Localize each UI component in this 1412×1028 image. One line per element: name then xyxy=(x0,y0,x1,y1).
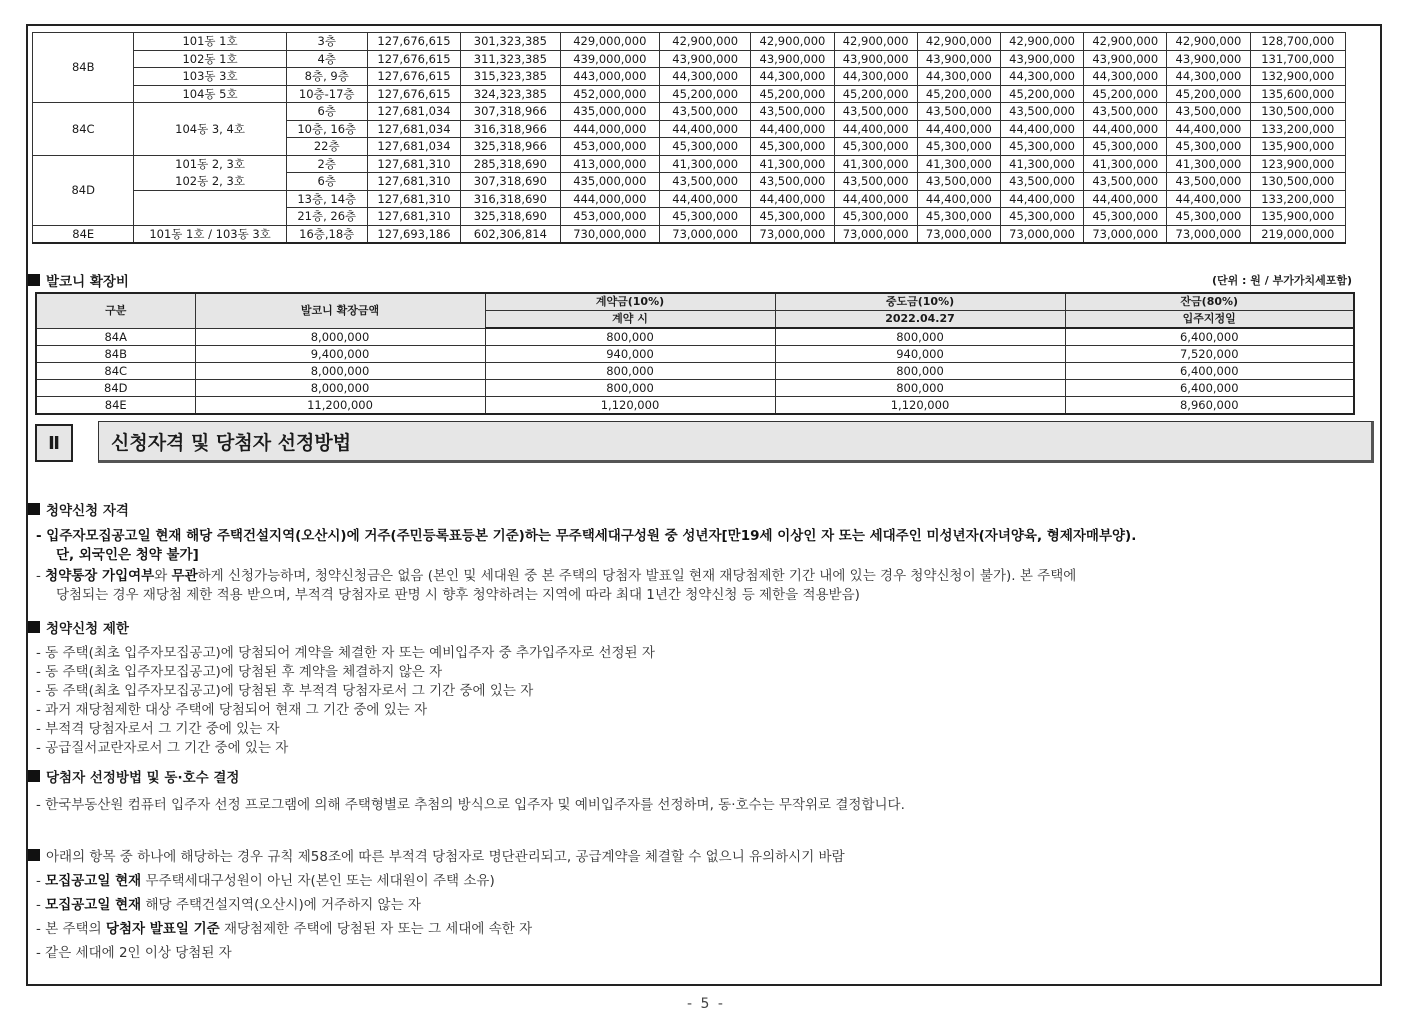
balcony-row xyxy=(36,363,1354,380)
emph-text: 모집공고일 현재 xyxy=(45,873,142,889)
floor-cell: 4층 xyxy=(286,50,367,68)
balcony-cell: 84A xyxy=(36,328,195,346)
bullet-square-icon xyxy=(28,621,40,633)
amount-cell: 132,900,000 xyxy=(1250,68,1345,86)
bullet-square-icon xyxy=(28,770,40,782)
amount-cell: 42,900,000 xyxy=(1084,33,1167,51)
page-number: - 5 - xyxy=(687,996,725,1012)
balcony-cell: 800,000 xyxy=(485,380,775,397)
price-row xyxy=(33,50,1346,68)
amount-cell: 315,323,385 xyxy=(461,68,560,86)
balcony-cell: 84E xyxy=(36,397,195,415)
header-type: 구분 xyxy=(36,293,195,328)
amount-cell: 127,681,310 xyxy=(367,190,460,208)
balcony-row xyxy=(36,328,1354,346)
amount-cell: 307,318,966 xyxy=(461,103,560,121)
amount-cell: 444,000,000 xyxy=(560,120,659,138)
amount-cell: 44,400,000 xyxy=(1000,120,1083,138)
amount-cell: 730,000,000 xyxy=(560,225,659,243)
amount-cell: 45,300,000 xyxy=(1167,138,1250,156)
amount-cell: 44,400,000 xyxy=(660,190,751,208)
qualification-title-text: 청약신청 자격 xyxy=(46,503,129,519)
amount-cell: 44,300,000 xyxy=(834,68,917,86)
amount-cell: 435,000,000 xyxy=(560,103,659,121)
amount-cell: 73,000,000 xyxy=(751,225,834,243)
amount-cell: 45,300,000 xyxy=(660,208,751,226)
amount-cell: 44,300,000 xyxy=(1084,68,1167,86)
floor-cell: 2층 xyxy=(286,155,367,173)
notice-intro xyxy=(28,845,845,865)
qualification-line-2b: 당첨되는 경우 재당첨 제한 적용 받으며, 부적격 당첨자로 판명 시 향후 청약하려는 지역에 따라 최대 1년간 청약신청 등 제한을 적용받음) xyxy=(56,587,860,603)
header-balance: 잔금(80%) xyxy=(1065,293,1354,311)
amount-cell: 131,700,000 xyxy=(1250,50,1345,68)
header-deposit-sub: 계약 시 xyxy=(485,311,775,329)
balcony-cell: 800,000 xyxy=(775,363,1065,380)
qualification-line-1b: 단, 외국인은 청약 불가] xyxy=(56,547,199,563)
amount-cell: 285,318,690 xyxy=(461,155,560,173)
amount-cell: 127,676,615 xyxy=(367,68,460,86)
amount-cell: 316,318,966 xyxy=(461,120,560,138)
floor-cell: 22층 xyxy=(286,138,367,156)
floor-cell: 16층,18층 xyxy=(286,225,367,243)
emph-text: 무관 xyxy=(171,568,198,584)
header-deposit: 계약금(10%) xyxy=(485,293,775,311)
amount-cell: 324,323,385 xyxy=(461,85,560,103)
balcony-cell: 8,000,000 xyxy=(195,380,485,397)
amount-cell: 127,693,186 xyxy=(367,225,460,243)
balcony-row xyxy=(36,346,1354,363)
amount-cell: 45,200,000 xyxy=(834,85,917,103)
restriction-item: - 부적격 당첨자로서 그 기간 중에 있는 자 xyxy=(36,721,280,737)
building-cell xyxy=(134,190,286,225)
amount-cell: 45,300,000 xyxy=(1084,208,1167,226)
text: 해당 주택건설지역(오산시)에 거주하지 않는 자 xyxy=(141,897,421,913)
amount-cell: 45,200,000 xyxy=(1084,85,1167,103)
type-cell: 84D xyxy=(33,155,134,225)
amount-cell: 45,300,000 xyxy=(751,138,834,156)
header-amount: 발코니 확장금액 xyxy=(195,293,485,328)
building-cell: 101동 1호 / 103동 3호 xyxy=(134,225,286,243)
chapter-title: 신청자격 및 당첨자 선정방법 xyxy=(98,421,1374,463)
amount-cell: 43,500,000 xyxy=(751,173,834,191)
amount-cell: 44,300,000 xyxy=(751,68,834,86)
amount-cell: 44,400,000 xyxy=(917,190,1000,208)
header-middle: 중도금(10%) xyxy=(775,293,1065,311)
amount-cell: 127,681,310 xyxy=(367,155,460,173)
amount-cell: 325,318,966 xyxy=(461,138,560,156)
building-cell: 103동 3호 xyxy=(134,68,286,86)
qualification-line-1: - 입주자모집공고일 현재 해당 주택건설지역(오산시)에 거주(주민등록표등본 기준)하는 무주택세대구성원 중 성년자[만19세 이상인 자 또는 세대주인 미성년자(자녀양육, 형제자매부양). xyxy=(36,528,1137,544)
amount-cell: 45,300,000 xyxy=(1167,208,1250,226)
balcony-cell: 8,000,000 xyxy=(195,328,485,346)
amount-cell: 444,000,000 xyxy=(560,190,659,208)
restriction-item: - 동 주택(최초 입주자모집공고)에 당첨되어 계약을 체결한 자 또는 예비입주자 중 추가입주자로 선정된 자 xyxy=(36,645,655,661)
header-middle-sub: 2022.04.27 xyxy=(775,311,1065,329)
amount-cell: 44,400,000 xyxy=(834,120,917,138)
amount-cell: 45,300,000 xyxy=(917,138,1000,156)
notice-item-1: - 모집공고일 현재 무주택세대구성원이 아닌 자(본인 또는 세대원이 주택 소유) xyxy=(36,873,495,889)
amount-cell: 42,900,000 xyxy=(834,33,917,51)
amount-cell: 44,400,000 xyxy=(751,190,834,208)
balcony-cell: 1,120,000 xyxy=(485,397,775,415)
balcony-cell: 7,520,000 xyxy=(1065,346,1354,363)
amount-cell: 452,000,000 xyxy=(560,85,659,103)
amount-cell: 127,676,615 xyxy=(367,33,460,51)
floor-cell: 6층 xyxy=(286,103,367,121)
type-cell: 84B xyxy=(33,33,134,103)
amount-cell: 44,300,000 xyxy=(1000,68,1083,86)
amount-cell: 413,000,000 xyxy=(560,155,659,173)
balcony-cell: 800,000 xyxy=(775,380,1065,397)
text: 무주택세대구성원이 아닌 자(본인 또는 세대원이 주택 소유) xyxy=(141,873,495,889)
amount-cell: 43,500,000 xyxy=(751,103,834,121)
amount-cell: 45,300,000 xyxy=(660,138,751,156)
balcony-cell: 84D xyxy=(36,380,195,397)
amount-cell: 127,681,034 xyxy=(367,120,460,138)
amount-cell: 44,400,000 xyxy=(1000,190,1083,208)
text: - 본 주택의 xyxy=(36,921,106,937)
amount-cell: 44,400,000 xyxy=(917,120,1000,138)
amount-cell: 43,500,000 xyxy=(834,173,917,191)
restriction-item: - 공급질서교란자로서 그 기간 중에 있는 자 xyxy=(36,740,289,756)
amount-cell: 44,400,000 xyxy=(1084,120,1167,138)
amount-cell: 443,000,000 xyxy=(560,68,659,86)
amount-cell: 325,318,690 xyxy=(461,208,560,226)
amount-cell: 127,681,310 xyxy=(367,173,460,191)
building-cell: 104동 3, 4호 xyxy=(134,103,286,156)
amount-cell: 45,200,000 xyxy=(917,85,1000,103)
amount-cell: 135,900,000 xyxy=(1250,138,1345,156)
chapter-number: Ⅱ xyxy=(35,424,73,462)
bullet-square-icon xyxy=(28,503,40,515)
amount-cell: 43,900,000 xyxy=(660,50,751,68)
amount-cell: 435,000,000 xyxy=(560,173,659,191)
amount-cell: 43,500,000 xyxy=(1000,103,1083,121)
amount-cell: 43,900,000 xyxy=(834,50,917,68)
amount-cell: 439,000,000 xyxy=(560,50,659,68)
amount-cell: 123,900,000 xyxy=(1250,155,1345,173)
floor-cell: 21층, 26층 xyxy=(286,208,367,226)
balcony-cell: 800,000 xyxy=(485,328,775,346)
restriction-item: - 동 주택(최초 입주자모집공고)에 당첨된 후 계약을 체결하지 않은 자 xyxy=(36,664,443,680)
balcony-title-text: 발코니 확장비 xyxy=(46,274,129,290)
amount-cell: 44,400,000 xyxy=(1167,190,1250,208)
selection-title xyxy=(28,766,239,786)
restriction-item: - 과거 재당첨제한 대상 주택에 당첨되어 현재 그 기간 중에 있는 자 xyxy=(36,702,428,718)
selection-text: - 한국부동산원 컴퓨터 입주자 선정 프로그램에 의해 주택형별로 추첨의 방식으로 입주자 및 예비입주자를 선정하며, 동·호수는 무작위로 결정합니다. xyxy=(36,797,905,813)
price-row xyxy=(33,33,1346,51)
amount-cell: 45,200,000 xyxy=(751,85,834,103)
amount-cell: 41,300,000 xyxy=(917,155,1000,173)
restriction-title xyxy=(28,617,129,637)
notice-item-2: - 모집공고일 현재 해당 주택건설지역(오산시)에 거주하지 않는 자 xyxy=(36,897,421,913)
amount-cell: 135,600,000 xyxy=(1250,85,1345,103)
amount-cell: 73,000,000 xyxy=(1000,225,1083,243)
building-cell: 102동 1호 xyxy=(134,50,286,68)
amount-cell: 43,500,000 xyxy=(917,173,1000,191)
restriction-item: - 동 주택(최초 입주자모집공고)에 당첨된 후 부적격 당첨자로서 그 기간 중에 있는 자 xyxy=(36,683,534,699)
amount-cell: 127,676,615 xyxy=(367,50,460,68)
amount-cell: 453,000,000 xyxy=(560,138,659,156)
price-row xyxy=(33,103,1346,121)
amount-cell: 44,400,000 xyxy=(1167,120,1250,138)
price-row xyxy=(33,190,1346,208)
amount-cell: 43,500,000 xyxy=(1167,173,1250,191)
amount-cell: 45,300,000 xyxy=(834,138,917,156)
price-table xyxy=(32,32,1346,244)
amount-cell: 41,300,000 xyxy=(834,155,917,173)
text: 와 xyxy=(154,568,172,584)
floor-cell: 3층 xyxy=(286,33,367,51)
amount-cell: 41,300,000 xyxy=(1000,155,1083,173)
text: 하게 신청가능하며, 청약신청금은 없음 (본인 및 세대원 중 본 주택의 당첨자 발표일 현재 재당첨제한 기간 내에 있는 경우 청약신청이 불가). 본 주택에 xyxy=(197,568,1077,584)
amount-cell: 130,500,000 xyxy=(1250,103,1345,121)
balcony-cell: 800,000 xyxy=(775,328,1065,346)
amount-cell: 311,323,385 xyxy=(461,50,560,68)
building-cell: 101동 2, 3호 102동 2, 3호 xyxy=(134,155,286,190)
amount-cell: 602,306,814 xyxy=(461,225,560,243)
notice-item-4: - 같은 세대에 2인 이상 당첨된 자 xyxy=(36,945,232,961)
amount-cell: 45,200,000 xyxy=(1000,85,1083,103)
building-cell: 104동 5호 xyxy=(134,85,286,103)
bullet-square-icon xyxy=(28,274,40,286)
amount-cell: 42,900,000 xyxy=(1000,33,1083,51)
amount-cell: 43,500,000 xyxy=(1167,103,1250,121)
amount-cell: 44,400,000 xyxy=(751,120,834,138)
amount-cell: 43,900,000 xyxy=(1000,50,1083,68)
building-cell: 101동 1호 xyxy=(134,33,286,51)
amount-cell: 133,200,000 xyxy=(1250,120,1345,138)
amount-cell: 43,900,000 xyxy=(917,50,1000,68)
price-row xyxy=(33,85,1346,103)
amount-cell: 73,000,000 xyxy=(660,225,751,243)
balcony-cell: 84C xyxy=(36,363,195,380)
balcony-cell: 11,200,000 xyxy=(195,397,485,415)
amount-cell: 44,300,000 xyxy=(660,68,751,86)
amount-cell: 42,900,000 xyxy=(660,33,751,51)
amount-cell: 135,900,000 xyxy=(1250,208,1345,226)
amount-cell: 73,000,000 xyxy=(917,225,1000,243)
floor-cell: 13층, 14층 xyxy=(286,190,367,208)
amount-cell: 43,900,000 xyxy=(751,50,834,68)
amount-cell: 43,500,000 xyxy=(834,103,917,121)
balcony-cell: 8,000,000 xyxy=(195,363,485,380)
balcony-title xyxy=(28,270,129,290)
amount-cell: 43,500,000 xyxy=(1084,103,1167,121)
amount-cell: 41,300,000 xyxy=(660,155,751,173)
price-row xyxy=(33,225,1346,243)
amount-cell: 44,300,000 xyxy=(917,68,1000,86)
balcony-cell: 940,000 xyxy=(485,346,775,363)
amount-cell: 133,200,000 xyxy=(1250,190,1345,208)
balcony-row xyxy=(36,397,1354,415)
amount-cell: 453,000,000 xyxy=(560,208,659,226)
balcony-cell: 940,000 xyxy=(775,346,1065,363)
amount-cell: 43,900,000 xyxy=(1167,50,1250,68)
amount-cell: 44,300,000 xyxy=(1167,68,1250,86)
balcony-table xyxy=(35,292,1355,415)
text: 재당첨제한 주택에 당첨된 자 또는 그 세대에 속한 자 xyxy=(219,921,533,937)
amount-cell: 43,500,000 xyxy=(917,103,1000,121)
amount-cell: 43,900,000 xyxy=(1084,50,1167,68)
floor-cell: 10층-17층 xyxy=(286,85,367,103)
amount-cell: 45,300,000 xyxy=(917,208,1000,226)
price-row xyxy=(33,155,1346,173)
amount-cell: 130,500,000 xyxy=(1250,173,1345,191)
amount-cell: 42,900,000 xyxy=(917,33,1000,51)
balcony-cell: 6,400,000 xyxy=(1065,363,1354,380)
amount-cell: 301,323,385 xyxy=(461,33,560,51)
amount-cell: 45,300,000 xyxy=(751,208,834,226)
balcony-cell: 1,120,000 xyxy=(775,397,1065,415)
amount-cell: 127,681,034 xyxy=(367,103,460,121)
balcony-cell: 800,000 xyxy=(485,363,775,380)
amount-cell: 73,000,000 xyxy=(834,225,917,243)
amount-cell: 43,500,000 xyxy=(660,103,751,121)
balcony-cell: 9,400,000 xyxy=(195,346,485,363)
amount-cell: 219,000,000 xyxy=(1250,225,1345,243)
emph-text: 청약통장 가입여부 xyxy=(45,568,155,584)
notice-intro-text: 아래의 항목 중 하나에 해당하는 경우 규칙 제58조에 따른 부적격 당첨자로 명단관리되고, 공급계약을 체결할 수 없으니 유의하시기 바람 xyxy=(46,849,845,865)
floor-cell: 10층, 16층 xyxy=(286,120,367,138)
price-row xyxy=(33,68,1346,86)
amount-cell: 41,300,000 xyxy=(1167,155,1250,173)
notice-item-3 xyxy=(36,917,532,937)
balcony-row xyxy=(36,380,1354,397)
amount-cell: 45,300,000 xyxy=(1000,138,1083,156)
amount-cell: 44,400,000 xyxy=(1084,190,1167,208)
amount-cell: 127,676,615 xyxy=(367,85,460,103)
type-cell: 84E xyxy=(33,225,134,243)
amount-cell: 316,318,690 xyxy=(461,190,560,208)
amount-cell: 45,200,000 xyxy=(660,85,751,103)
amount-cell: 43,500,000 xyxy=(1084,173,1167,191)
amount-cell: 73,000,000 xyxy=(1167,225,1250,243)
amount-cell: 45,200,000 xyxy=(1167,85,1250,103)
amount-cell: 44,400,000 xyxy=(834,190,917,208)
amount-cell: 45,300,000 xyxy=(1084,138,1167,156)
balcony-cell: 8,960,000 xyxy=(1065,397,1354,415)
amount-cell: 42,900,000 xyxy=(1167,33,1250,51)
qualification-line-2: - 청약통장 가입여부와 무관하게 신청가능하며, 청약신청금은 없음 (본인 및 세대원 중 본 주택의 당첨자 발표일 현재 재당첨제한 기간 내에 있는 경우 청약신청이 불가). 본 주택에 xyxy=(36,568,1077,584)
selection-title-text: 당첨자 선정방법 및 동·호수 결정 xyxy=(46,770,240,786)
qualification-title xyxy=(28,499,129,519)
amount-cell: 429,000,000 xyxy=(560,33,659,51)
balcony-cell: 6,400,000 xyxy=(1065,380,1354,397)
balcony-cell: 84B xyxy=(36,346,195,363)
amount-cell: 44,400,000 xyxy=(660,120,751,138)
type-cell: 84C xyxy=(33,103,134,156)
bullet-square-icon xyxy=(28,849,40,861)
floor-cell: 6층 xyxy=(286,173,367,191)
unit-note: (단위 : 원 / 부가가치세포함) xyxy=(1211,274,1352,287)
amount-cell: 41,300,000 xyxy=(1084,155,1167,173)
amount-cell: 42,900,000 xyxy=(751,33,834,51)
emph-text: 당첨자 발표일 기준 xyxy=(105,921,220,937)
amount-cell: 128,700,000 xyxy=(1250,33,1345,51)
amount-cell: 45,300,000 xyxy=(1000,208,1083,226)
amount-cell: 45,300,000 xyxy=(834,208,917,226)
header-balance-sub: 입주지정일 xyxy=(1065,311,1354,329)
amount-cell: 41,300,000 xyxy=(751,155,834,173)
amount-cell: 307,318,690 xyxy=(461,173,560,191)
amount-cell: 43,500,000 xyxy=(660,173,751,191)
emph-text: 모집공고일 현재 xyxy=(45,897,142,913)
amount-cell: 43,500,000 xyxy=(1000,173,1083,191)
floor-cell: 8층, 9층 xyxy=(286,68,367,86)
balcony-cell: 6,400,000 xyxy=(1065,328,1354,346)
amount-cell: 73,000,000 xyxy=(1084,225,1167,243)
amount-cell: 127,681,034 xyxy=(367,138,460,156)
amount-cell: 127,681,310 xyxy=(367,208,460,226)
restriction-title-text: 청약신청 제한 xyxy=(46,621,129,637)
